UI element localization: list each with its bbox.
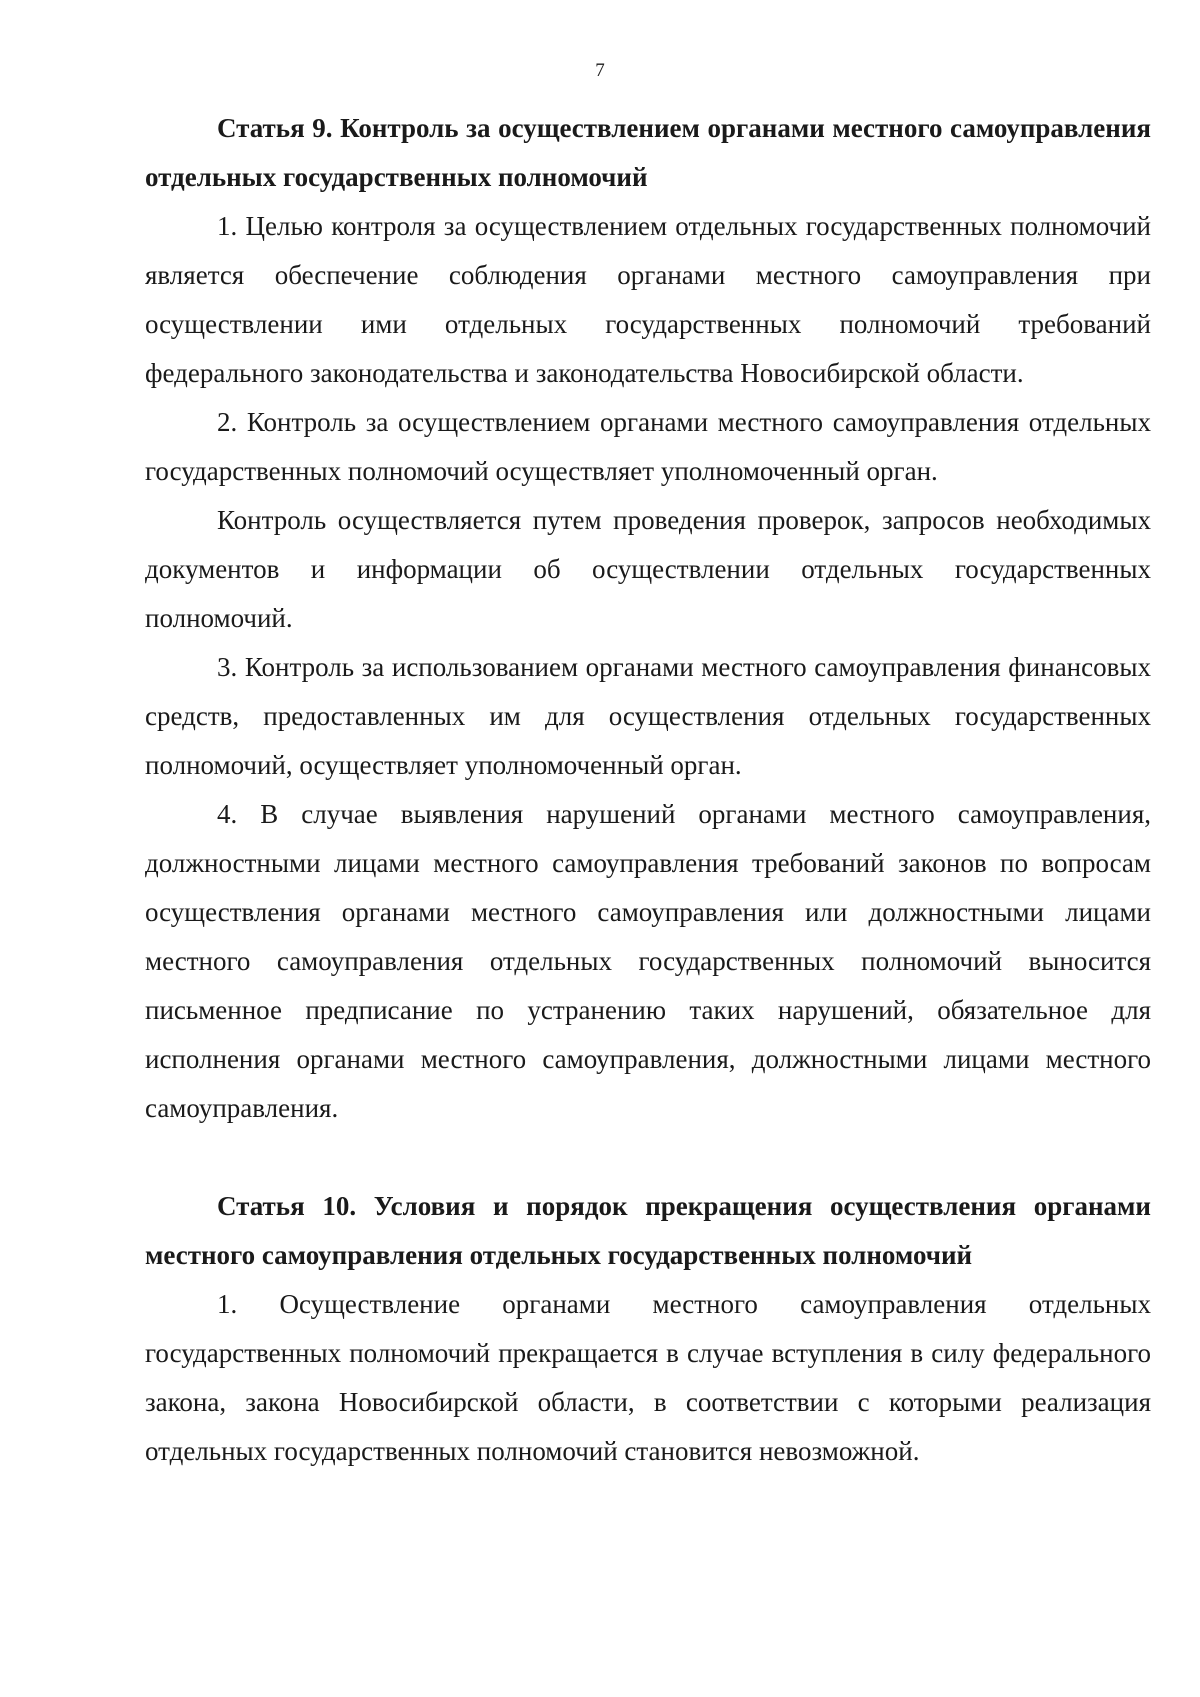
article-9-heading: Статья 9. Контроль за осуществлением органами местного самоуправления отдельных государственных полномочий <box>145 113 1151 192</box>
article-9-paragraph-2-continued: Контроль осуществляется путем проведения проверок, запросов необходимых документов и информации об осуществлении отдельных государственных полномочий. <box>145 505 1151 633</box>
document-body <box>145 104 1151 1476</box>
article-10-paragraph-1: 1. Осуществление органами местного самоуправления отдельных государственных полномочий прекращается в случае вступления в силу федерального закона, закона Новосибирской области, в соответствии с которыми реализация отдельных государственных полномочий становится невозможной. <box>145 1289 1151 1466</box>
article-9-paragraph-3: 3. Контроль за использованием органами местного самоуправления финансовых средств, предоставленных им для осуществления отдельных государственных полномочий, осуществляет уполномоченный орган. <box>145 652 1151 780</box>
article-9-paragraph-4: 4. В случае выявления нарушений органами местного самоуправления, должностными лицами местного самоуправления требований законов по вопросам осуществления органами местного самоуправления или должностными лицами местного самоуправления отдельных государственных полномочий выносится письменное предписание по устранению таких нарушений, обязательное для исполнения органами местного самоуправления, должностными лицами местного самоуправления. <box>145 799 1151 1123</box>
article-9-paragraph-2: 2. Контроль за осуществлением органами местного самоуправления отдельных государственных полномочий осуществляет уполномоченный орган. <box>145 407 1151 486</box>
article-10-heading: Статья 10. Условия и порядок прекращения осуществления органами местного самоуправления отдельных государственных полномочий <box>145 1191 1151 1270</box>
page-number: 7 <box>595 60 605 81</box>
article-9-paragraph-1: 1. Целью контроля за осуществлением отдельных государственных полномочий является обеспечение соблюдения органами местного самоуправления при осуществлении ими отдельных государственных полномочий требований федерального законодательства и законодательства Новосибирской области. <box>145 211 1151 388</box>
